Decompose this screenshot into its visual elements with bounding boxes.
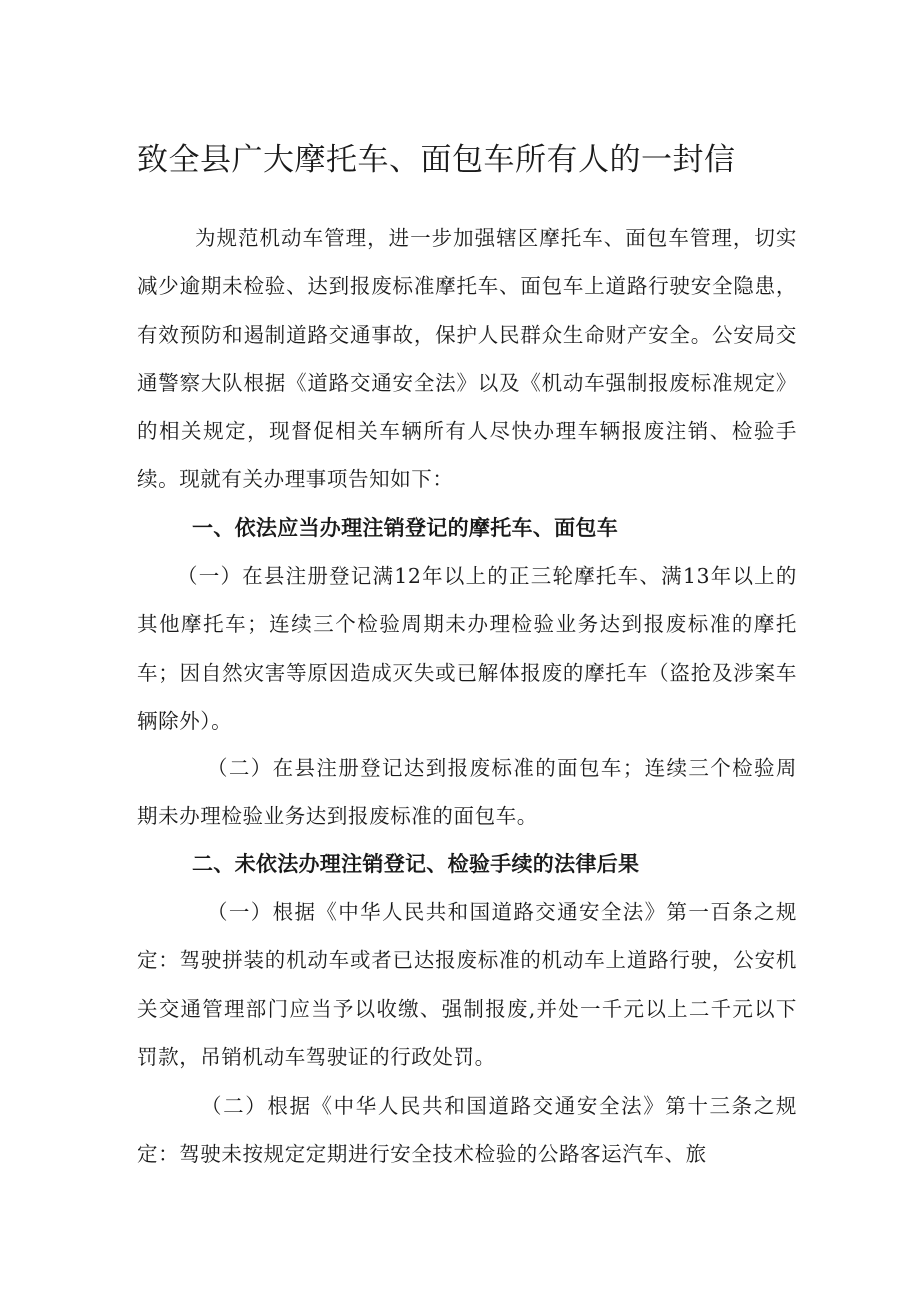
section-1-heading: 一、依法应当办理注销登记的摩托车、面包车 xyxy=(192,516,618,540)
section-2-heading: 二、未依法办理注销登记、检验手续的法律后果 xyxy=(192,852,640,876)
section-1-item-2: （二）在县注册登记达到报废标准的面包车；连续三个检验周期未办理检验业务达到报废标准的面包车。 xyxy=(137,756,797,829)
section-1-item-1: （一）在县注册登记满12年以上的正三轮摩托车、满13年以上的其他摩托车；连续三个检验周期未办理检验业务达到报废标准的摩托车；因自然灾害等原因造成灭失或已解体报废的摩托车（盗抢及涉案车辆除外）。 xyxy=(137,564,797,733)
section-2-item-2: （二）根据《中华人民共和国道路交通安全法》第十三条之规定：驾驶未按规定定期进行安全技术检验的公路客运汽车、旅 xyxy=(137,1094,797,1167)
intro-paragraph: 为规范机动车管理，进一步加强辖区摩托车、面包车管理，切实减少逾期未检验、达到报废标准摩托车、面包车上道路行驶安全隐患，有效预防和遏制道路交通事故，保护人民群众生命财产安全。公安局交通警察大队根据《道路交通安全法》以及《机动车强制报废标准规定》的相关规定，现督促相关车辆所有人尽快办理车辆报废注销、检验手续。现就有关办理事项告知如下： xyxy=(137,226,797,492)
document-title: 致全县广大摩托车、面包车所有人的一封信 xyxy=(137,142,736,178)
section-2-item-1: （一）根据《中华人民共和国道路交通安全法》第一百条之规定：驾驶拼装的机动车或者已达报废标准的机动车上道路行驶，公安机关交通管理部门应当予以收缴、强制报废,并处一千元以上二千元以下罚款，吊销机动车驾驶证的行政处罚。 xyxy=(137,900,797,1069)
